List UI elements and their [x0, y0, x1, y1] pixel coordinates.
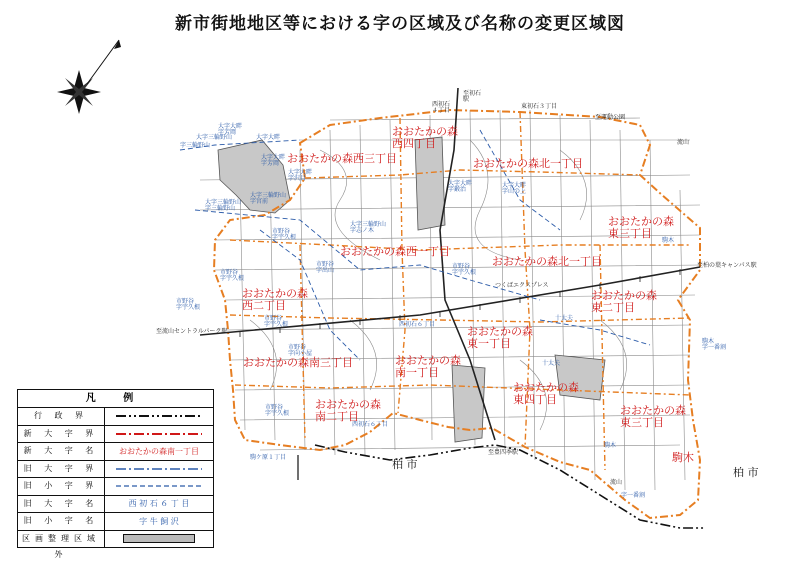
old-name-label: 字三輪野山 — [180, 142, 211, 149]
new-name-label: おおたかの森 西二丁目 — [242, 287, 308, 312]
old-name-label: 大字三輪野山 字宮前 — [250, 192, 287, 206]
legend-row — [18, 426, 213, 444]
map-legend — [17, 389, 214, 559]
old-subname-sample: 字 牛 飼 沢 — [139, 516, 179, 526]
new-name-label: おおたかの森 西四丁目 — [392, 125, 458, 150]
legend-row — [18, 478, 213, 496]
legend-row — [18, 496, 213, 514]
old-name-label: 市野谷 字宇久根 — [220, 269, 245, 283]
legend-row — [18, 531, 213, 559]
legend-row — [18, 513, 213, 531]
old-name-label: 大字大畔 字芳岡 — [218, 123, 243, 137]
new-name-label: おおたかの森北一丁目 — [492, 255, 602, 268]
district-label: 至運動公園 — [595, 114, 626, 121]
old-name-label: 十太夫 — [542, 360, 561, 367]
district-label: 西初石 ４丁目 — [432, 101, 451, 115]
legend-label: 新 大 字 界 — [18, 426, 105, 443]
legend-label: 旧 小 字 名 — [18, 513, 105, 530]
station-label: 至豊四季駅 — [488, 449, 519, 456]
old-name-label: 大字大畔 字芳岡 — [261, 154, 286, 168]
district-label: 東初石３丁目 — [521, 103, 558, 110]
legend-row — [18, 443, 213, 461]
old-boundary-symbol — [105, 461, 213, 478]
old-name-label: 大字三輪野山 字志ノ木 — [350, 221, 387, 235]
legend-label: 新 大 字 名 — [18, 443, 105, 460]
old-name-label: 大字大畔 字山の上 — [502, 182, 527, 196]
old-name-label: 市野谷 字宇久根 — [452, 263, 477, 277]
new-name-label: おおたかの森西三丁目 — [287, 152, 397, 165]
old-name-label: 市野谷 字宇久根 — [264, 315, 289, 329]
legend-row — [18, 408, 213, 426]
old-name-label: 大字大畔 — [256, 134, 281, 141]
new-name-label: おおたかの森 南二丁目 — [315, 398, 381, 423]
old-name-label: 大字三輪野山 — [196, 134, 233, 141]
new-name-sample: おおたかの森南一丁目 — [119, 446, 199, 456]
old-name-label: 駒木 — [662, 237, 675, 244]
old-name-label: 十太夫 — [555, 315, 574, 322]
new-name-label: おおたかの森 南一丁目 — [395, 354, 461, 379]
old-name-label: 市野谷 字宇久根 — [176, 298, 201, 312]
old-name-label: 駒ケ原１丁目 — [250, 454, 287, 461]
map-title: 新市街地地区等における字の区域及び名称の変更区域図 — [175, 14, 625, 34]
old-name-label: 西初石６丁目 — [352, 421, 389, 428]
legend-heading: 凡 例 — [18, 390, 213, 408]
district-label: 流山 — [677, 139, 690, 146]
new-name-label: おおたかの森 東三丁目 — [620, 404, 686, 429]
rail-line-label: つくばエクスプレス — [495, 282, 549, 289]
legend-label: 行 政 界 — [18, 408, 105, 425]
station-label: 至柏の葉キャンパス駅 — [697, 262, 757, 269]
old-subboundary-symbol — [105, 478, 213, 495]
new-name-label: おおたかの森西一丁目 — [340, 245, 450, 258]
new-name-label: おおたかの森北一丁目 — [473, 157, 583, 170]
outside-area-symbol — [105, 531, 213, 548]
old-name-label: 駒木 字一番割 — [702, 338, 727, 352]
old-name-label: 市野谷 字向小屋 — [288, 344, 313, 358]
admin-boundary-symbol — [105, 408, 213, 425]
new-name-label: おおたかの森 東二丁目 — [591, 289, 657, 314]
old-name-label: 大字大畔 字鍛治 — [448, 180, 473, 194]
new-name-label: おおたかの森 東一丁目 — [467, 325, 533, 350]
old-name-label: 字一番割 — [621, 492, 646, 499]
city-name-label: 柏 市 — [392, 458, 418, 471]
district-label: 流山 — [610, 479, 623, 486]
new-name-label: おおたかの森 東三丁目 — [608, 215, 674, 240]
legend-row — [18, 461, 213, 479]
new-name-label: おおたかの森 東四丁目 — [513, 381, 579, 406]
new-boundary-symbol — [105, 426, 213, 443]
legend-label: 旧 大 字 名 — [18, 496, 105, 513]
old-name-label: 大字三輪野山 字三輪野山 — [205, 199, 242, 213]
old-name-label: 駒木 — [604, 442, 617, 449]
north-arrow-icon — [57, 40, 121, 114]
legend-label: 旧 大 字 界 — [18, 461, 105, 478]
station-label: 至初石 駅 — [463, 90, 482, 104]
old-name-sample: 西 初 石 ６ 丁 目 — [128, 499, 190, 509]
station-label: 至流山セントラルパーク駅 — [156, 328, 228, 335]
old-name-label: 市野谷 字宇久根 — [265, 404, 290, 418]
district-boundary — [214, 110, 700, 518]
old-name-label: 市野谷 字出山 — [316, 261, 335, 275]
old-name-label: 市野谷 字宇久根 — [272, 228, 297, 242]
city-name-label: 柏 市 — [733, 466, 759, 479]
old-name-label: 西初石６丁目 — [399, 321, 436, 328]
old-name-label: 大字大畔 字沢目 — [288, 169, 313, 183]
legend-label: 区画整理区域外 — [18, 531, 105, 548]
new-name-label: 駒木 — [672, 451, 694, 464]
new-name-label: おおたかの森南三丁目 — [243, 356, 353, 369]
legend-label: 旧 小 字 界 — [18, 478, 105, 495]
